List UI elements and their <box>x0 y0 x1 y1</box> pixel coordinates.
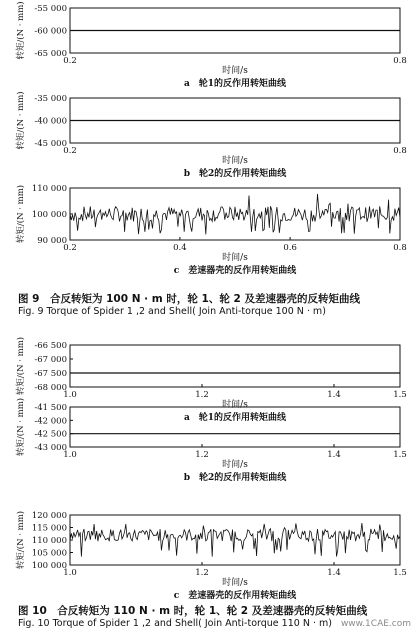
x-tick-label: 1.2 <box>195 450 209 460</box>
y-tick-label: -68 000 <box>34 383 67 393</box>
y-tick-label: -67 500 <box>34 369 67 379</box>
y-tick-label: -35 000 <box>34 94 67 104</box>
plot-frame <box>70 345 400 387</box>
x-tick-label: 1.4 <box>327 390 341 400</box>
x-tick-label: 1.2 <box>195 390 209 400</box>
panel-title: a 轮1的反作用转矩曲线 <box>183 413 287 423</box>
y-tick-label: -67 000 <box>34 355 67 365</box>
x-axis-label: 时间/s <box>222 460 248 470</box>
panel-title: c 差速器壳的反作用转矩曲线 <box>173 266 297 276</box>
y-tick-label: -60 000 <box>34 26 67 37</box>
y-axis-label: 转矩/(N · mm) <box>16 336 26 396</box>
panel-title: c 差速器壳的反作用转矩曲线 <box>173 591 297 601</box>
x-tick-label: 0.2 <box>63 146 77 156</box>
y-tick-label: 110 000 <box>31 536 67 546</box>
x-tick-label: 0.4 <box>173 243 187 253</box>
y-axis-label: 转矩/(N · mm) <box>16 184 26 244</box>
x-tick-label: 1.0 <box>63 568 77 578</box>
panel-title: b 轮2的反作用转矩曲线 <box>183 473 287 483</box>
watermark: www.1CAE.com <box>340 619 411 629</box>
y-tick-label: 120 000 <box>31 511 67 521</box>
x-tick-label: 0.8 <box>393 56 407 66</box>
figure10-caption-cn: 图 10 合反转矩为 110 N · m 时，轮 1、轮 2 及差速器壳的反转矩曲线 <box>18 605 368 617</box>
x-tick-label: 0.2 <box>63 243 77 253</box>
y-tick-label: 100 000 <box>31 210 67 220</box>
x-axis-label: 时间/s <box>222 400 248 410</box>
y-axis-label: 转矩/(N · mm) <box>16 510 26 570</box>
x-axis-label: 时间/s <box>222 66 248 76</box>
y-tick-label: 110 000 <box>31 184 67 194</box>
y-tick-label: -45 000 <box>34 139 67 149</box>
y-tick-label: -43 000 <box>34 443 67 453</box>
panel-title: a 轮1的反作用转矩曲线 <box>183 79 287 89</box>
y-tick-label: -40 000 <box>34 116 67 127</box>
y-tick-label: -66 500 <box>34 341 67 351</box>
y-tick-label: -42 500 <box>34 429 67 440</box>
y-tick-label: 115 000 <box>31 523 67 534</box>
y-tick-label: 105 000 <box>31 548 67 559</box>
series-line <box>70 523 400 557</box>
y-tick-label: -41 500 <box>34 403 67 413</box>
y-tick-label: -65 000 <box>34 49 67 59</box>
x-tick-label: 1.0 <box>63 390 77 400</box>
x-tick-label: 1.5 <box>393 568 407 578</box>
x-tick-label: 1.5 <box>393 390 407 400</box>
x-tick-label: 0.8 <box>393 146 407 156</box>
y-tick-label: 100 000 <box>31 561 67 571</box>
x-tick-label: 1.0 <box>63 450 77 460</box>
y-axis-label: 转矩/(N · mm) <box>16 1 26 60</box>
figure9-caption-cn: 图 9 合反转矩为 100 N · m 时，轮 1、轮 2 及差速器壳的反转矩曲线 <box>18 293 360 305</box>
x-tick-label: 1.2 <box>195 568 209 578</box>
x-tick-label: 1.5 <box>393 450 407 460</box>
figure9-caption-en: Fig. 9 Torque of Spider 1 ,2 and Shell( Join Anti-torque 100 N · m) <box>18 306 326 317</box>
x-tick-label: 1.4 <box>327 568 341 578</box>
x-tick-label: 0.8 <box>393 243 407 253</box>
series-line <box>70 194 400 234</box>
x-axis-label: 时间/s <box>222 156 248 166</box>
x-tick-label: 1.4 <box>327 450 341 460</box>
x-axis-label: 时间/s <box>222 253 248 263</box>
x-tick-label: 0.2 <box>63 56 77 66</box>
figure10-caption-en: Fig. 10 Torque of Spider 1 ,2 and Shell( Join Anti-torque 110 N · m) <box>18 618 332 629</box>
plot-frame <box>70 515 400 565</box>
x-axis-label: 时间/s <box>222 578 248 588</box>
y-tick-label: -42 000 <box>34 416 67 427</box>
y-axis-label: 转矩/(N · mm) <box>16 397 26 457</box>
panel-title: b 轮2的反作用转矩曲线 <box>183 169 287 179</box>
y-axis-label: 转矩/(N · mm) <box>16 91 26 150</box>
y-tick-label: 90 000 <box>37 236 67 246</box>
x-tick-label: 0.6 <box>283 243 297 253</box>
y-tick-label: -55 000 <box>34 4 67 14</box>
